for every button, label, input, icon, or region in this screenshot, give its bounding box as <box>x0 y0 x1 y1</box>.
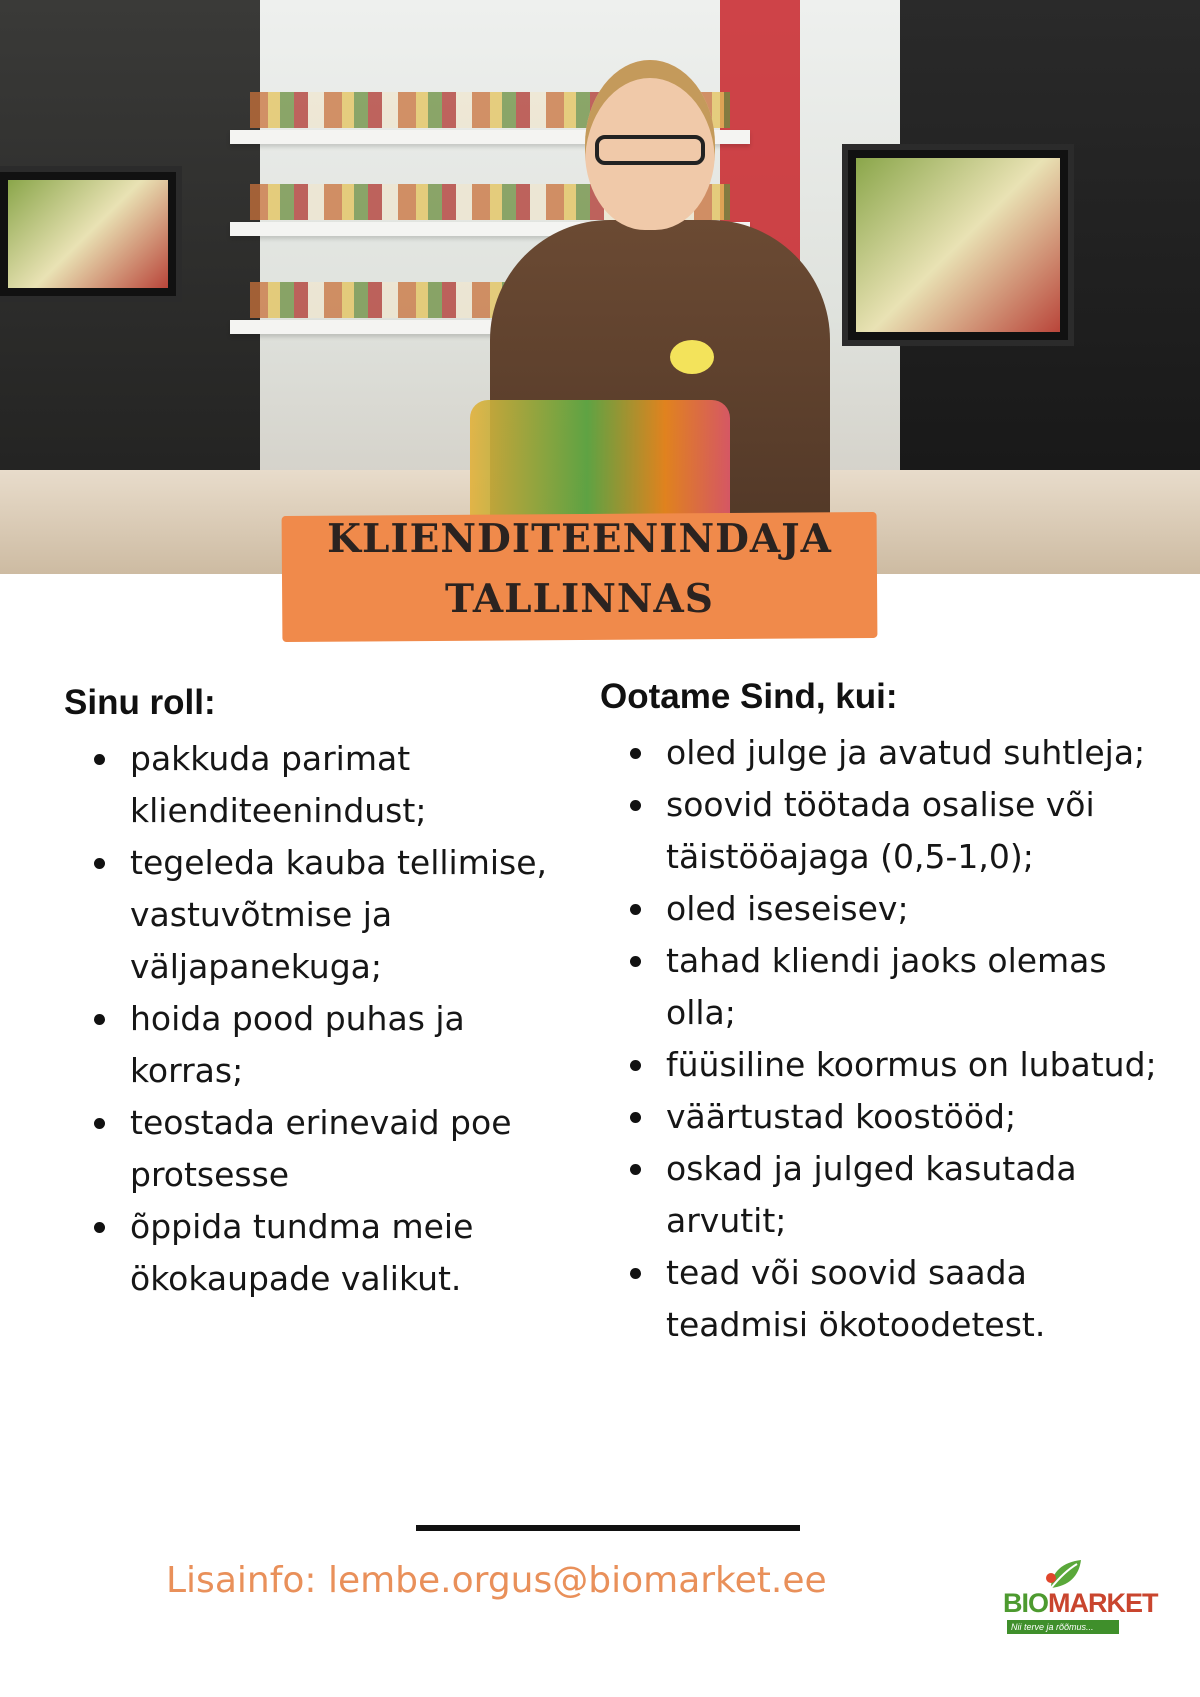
requirements-list <box>600 727 1160 1351</box>
role-heading: Sinu roll: <box>64 683 216 722</box>
requirements-section <box>600 675 1160 1351</box>
role-section <box>64 681 584 1305</box>
hero-photo <box>0 0 1200 574</box>
list-item: õppida tundma meie ökokaupade valikut. <box>64 1201 584 1305</box>
contact-info[interactable]: Lisainfo: lembe.orgus@biomarket.ee <box>166 1560 827 1601</box>
list-item: füüsiline koormus on lubatud; <box>600 1039 1160 1091</box>
hero-employee <box>470 40 860 574</box>
list-item: tahad kliendi jaoks olemas olla; <box>600 935 1160 1039</box>
list-item: pakkuda parimat klienditeenindust; <box>64 733 584 837</box>
list-item: tegeleda kauba tellimise, vastuvõtmise ja väljapanekuga; <box>64 837 584 993</box>
list-item: soovid töötada osalise või täistööajaga (0,5-1,0); <box>600 779 1160 883</box>
logo-tagline: Nii terve ja rõõmus... <box>1007 1620 1119 1634</box>
list-item: oled julge ja avatud suhtleja; <box>600 727 1160 779</box>
logo-wordmark <box>1003 1588 1158 1619</box>
list-item: oled iseseisev; <box>600 883 1160 935</box>
divider <box>416 1525 800 1531</box>
biomarket-logo <box>1003 1558 1163 1638</box>
leaf-icon <box>1045 1558 1085 1590</box>
list-item: tead või soovid saada teadmisi ökotoodetest. <box>600 1247 1160 1351</box>
page-title-line-1: KLIENDITEENINDAJA <box>327 516 832 562</box>
hero-checkout-screen-right <box>842 144 1074 346</box>
list-item: oskad ja julged kasutada arvutit; <box>600 1143 1160 1247</box>
list-item: hoida pood puhas ja korras; <box>64 993 584 1097</box>
role-list <box>64 733 584 1305</box>
logo-market: MARKET <box>1048 1588 1158 1618</box>
logo-bio: BIO <box>1003 1588 1049 1618</box>
page-title-line-2: TALLINNAS <box>445 576 714 622</box>
list-item: väärtustad koostööd; <box>600 1091 1160 1143</box>
hero-checkout-screen-left <box>0 166 182 302</box>
requirements-heading: Ootame Sind, kui: <box>600 677 898 716</box>
list-item: teostada erinevaid poe protsesse <box>64 1097 584 1201</box>
